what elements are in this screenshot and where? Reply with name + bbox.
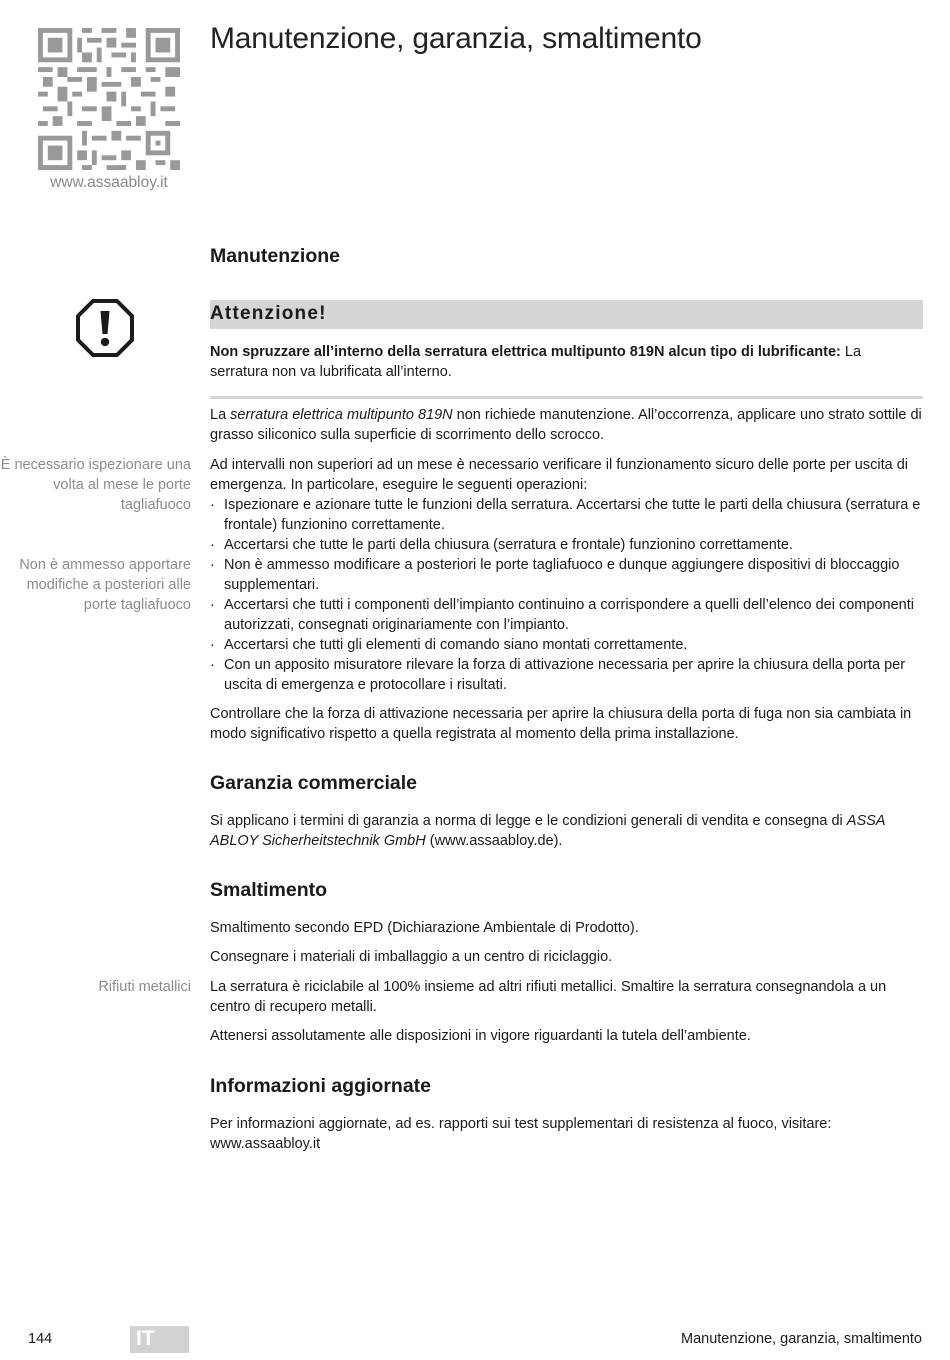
inspection-text: Ad intervalli non superiori ad un mese è necessario verificare il funzionamento sicuro delle porte per uscita di emergenza. In particolare, eseguire le seguenti operazioni:: [210, 457, 908, 493]
side-note-metal-waste: Rifiuti metallici: [98, 979, 191, 995]
section-heading-disposal: Smaltimento: [210, 879, 328, 901]
section-heading-updates: Informazioni aggiornate: [210, 1075, 432, 1097]
list-item: · Accertarsi che tutte le parti della chiusura (serratura e frontale) funzionino correttamente.: [210, 535, 922, 555]
warranty-text: [210, 811, 922, 851]
qr-url: www.assaabloy.it: [50, 174, 168, 191]
side-note-no-modifications: Non è ammesso apportare modifiche a posteriori alle porte tagliafuoco: [19, 557, 191, 613]
section-heading-maintenance: Manutenzione: [210, 245, 340, 267]
list-item: · Ispezionare e azionare tutte le funzioni della serratura. Accertarsi che tutte le parti della chiusura (serratura e frontale) funzionino correttamente.: [210, 495, 922, 535]
warranty-text-post: (www.assaabloy.de).: [425, 833, 563, 849]
list-item: · Con un apposito misuratore rilevare la forza di attivazione necessaria per aprire la chiusura della porta per uscita di emergenza e protocollare i risultati.: [210, 655, 922, 695]
company-name: ASSA ABLOY Sicherheitstechnik GmbH: [210, 813, 885, 849]
footer-title: Manutenzione, garanzia, smaltimento: [681, 1331, 922, 1347]
section-heading-warranty: Garanzia commerciale: [210, 772, 418, 794]
disposal-recycling: La serratura è riciclabile al 100% insieme ad altri rifiuti metallici. Smaltire la serratura consegnandola a un centro di recupero metalli.: [210, 979, 887, 1015]
page-title: Manutenzione, garanzia, smaltimento: [210, 22, 702, 55]
disposal-environment: Attenersi assolutamente alle disposizioni in vigore riguardanti la tutela dell’ambiente.: [210, 1028, 751, 1044]
disposal-epd: Smaltimento secondo EPD (Dichiarazione Ambientale di Prodotto).: [210, 920, 639, 936]
qr-code-icon: [38, 28, 180, 170]
disposal-packaging: Consegnare i materiali di imballaggio a un centro di riciclaggio.: [210, 949, 613, 965]
warning-banner: [210, 300, 923, 329]
list-item: · Non è ammesso modificare a posteriori le porte tagliafuoco e dunque aggiungere dispositivi di bloccaggio supplementari.: [210, 555, 922, 595]
maintenance-intro-pre: La: [210, 407, 231, 423]
list-item: · Accertarsi che tutti gli elementi di comando siano montati correttamente.: [210, 635, 922, 655]
side-note-monthly-inspection: È necessario ispezionare una volta al mese le porte tagliafuoco: [0, 457, 191, 513]
maintenance-intro-post: non richiede manutenzione. All’occorrenza, applicare uno strato sottile di grasso siliconico sulla superficie di scorrimento dello scrocco.: [210, 407, 922, 443]
warning-exclamation-icon: [76, 299, 134, 357]
list-item: · Accertarsi che tutti i componenti dell’impianto continuino a corrispondere a quelli dell’elenco dei componenti autorizzati, consegnati originariamente con l’impianto.: [210, 595, 922, 635]
warning-title: Attenzione!: [210, 303, 327, 324]
inspection-list: [210, 495, 922, 695]
warning-text-rest: La serratura non va lubrificata all’interno.: [210, 344, 862, 380]
language-label: IT: [136, 1327, 155, 1350]
page-number: 144: [28, 1331, 53, 1347]
maintenance-intro: [210, 405, 922, 445]
product-name: serratura elettrica multipunto 819N: [230, 407, 453, 423]
language-tag: [130, 1326, 189, 1353]
maintenance-closing: Controllare che la forza di attivazione necessaria per aprire la chiusura della porta di fuga non sia cambiata in modo significativo rispetto a quella registrata al momento della prima installazione.: [210, 706, 912, 742]
warning-text: [210, 342, 922, 382]
updates-text: Per informazioni aggiornate, ad es. rapporti sui test supplementari di resistenza al fuoco, visitare: www.assaabloy.it: [210, 1116, 832, 1152]
warning-divider: [210, 396, 923, 399]
warranty-text-pre: Si applicano i termini di garanzia a norma di legge e le condizioni generali di vendita e consegna di: [210, 813, 847, 829]
warning-text-bold: Non spruzzare all’interno della serratura elettrica multipunto 819N alcun tipo di lubrificante:: [210, 344, 841, 360]
